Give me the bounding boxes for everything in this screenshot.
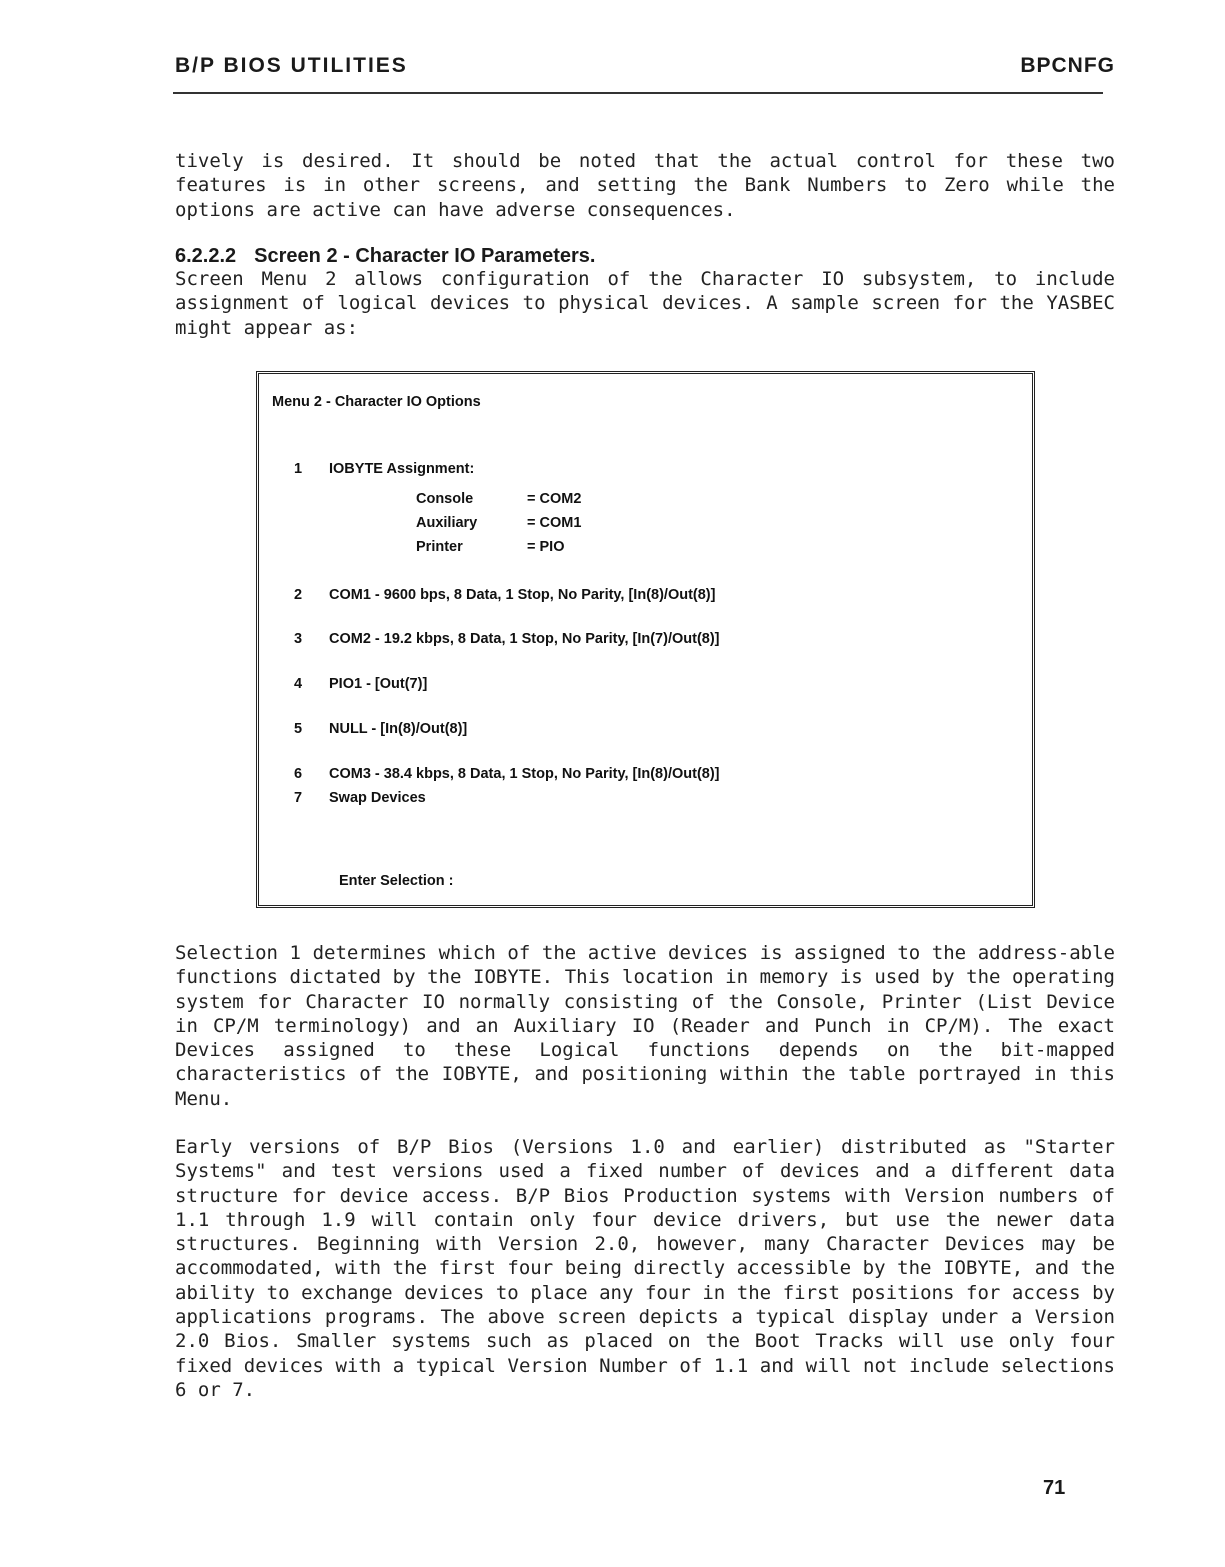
header-rule [173, 92, 1103, 94]
running-title: B/P BIOS UTILITIES [175, 54, 408, 77]
menu-item-number: 5 [294, 721, 303, 737]
menu-item-null: NULL - [In(8)/Out(8)] [329, 721, 468, 737]
paragraph-continuation: tively is desired. It should be noted that the actual control for these two features is in other screens, and setting the Bank Numbers to Zero while the options are active can have adverse consequences. [175, 150, 1115, 221]
screen-title: Menu 2 - Character IO Options [272, 394, 481, 410]
menu-item-com3: COM3 - 38.4 kbps, 8 Data, 1 Stop, No Parity, [In(8)/Out(8)] [329, 766, 720, 782]
iobyte-device-printer: Printer [416, 539, 463, 555]
iobyte-value-console: = COM2 [527, 491, 582, 507]
sample-screen [256, 371, 1035, 908]
menu-item-com1: COM1 - 9600 bps, 8 Data, 1 Stop, No Parity, [In(8)/Out(8)] [329, 587, 716, 603]
paragraph-selection: Selection 1 determines which of the active devices is assigned to the address-able functions dictated by the IOBYTE. This location in memory is used by the operating system for Character IO normally consisting of the Console, Printer (List Device in CP/M terminology) and an Auxiliary IO (Reader and Punch in CP/M). The exact Devices assigned to these Logical functions depends on the bit-mapped characteristics of the IOBYTE, and positioning within the table portrayed in this Menu. [175, 942, 1115, 1110]
menu-item-number: 3 [294, 631, 303, 647]
section-heading [175, 245, 613, 268]
menu-item-swap-devices: Swap Devices [329, 790, 426, 806]
iobyte-value-printer: = PIO [527, 539, 565, 555]
iobyte-value-auxiliary: = COM1 [527, 515, 582, 531]
menu-item-number: 1 [294, 461, 303, 477]
paragraph-versions: Early versions of B/P Bios (Versions 1.0 and earlier) distributed as "Starter Systems" and test versions used a fixed number of devices and a different data structure for device access. B/P Bios Production systems with Version numbers of 1.1 through 1.9 will contain only four device drivers, but use the newer data structures. Beginning with Version 2.0, however, many Character Devices may be accommodated, with the first four being directly accessible by the IOBYTE, and the ability to exchange devices to place any four in the first positions for access by applications programs. The above screen depicts a typical display under a Version 2.0 Bios. Smaller systems such as placed on the Boot Tracks will use only four fixed devices with a typical Version Number of 1.1 and will not include selections 6 or 7. [175, 1136, 1115, 1401]
iobyte-device-auxiliary: Auxiliary [416, 515, 478, 531]
menu-item-iobyte: IOBYTE Assignment: [329, 461, 475, 477]
section-number: 6.2.2.2 [175, 245, 237, 267]
menu-item-com2: COM2 - 19.2 kbps, 8 Data, 1 Stop, No Parity, [In(7)/Out(8)] [329, 631, 720, 647]
paragraph-screen-intro: Screen Menu 2 allows configuration of the Character IO subsystem, to include assignment of logical devices to physical devices. A sample screen for the YASBEC might appear as: [175, 268, 1115, 339]
running-section: BPCNFG [1020, 54, 1115, 77]
page-header [175, 54, 1115, 84]
iobyte-device-console: Console [416, 491, 474, 507]
menu-item-pio1: PIO1 - [Out(7)] [329, 676, 428, 692]
menu-item-number: 7 [294, 790, 303, 806]
menu-item-number: 2 [294, 587, 303, 603]
menu-item-number: 6 [294, 766, 303, 782]
page-number: 71 [1043, 1477, 1066, 1499]
section-title: Screen 2 - Character IO Parameters. [254, 245, 596, 267]
selection-prompt: Enter Selection : [339, 873, 454, 889]
menu-item-number: 4 [294, 676, 303, 692]
